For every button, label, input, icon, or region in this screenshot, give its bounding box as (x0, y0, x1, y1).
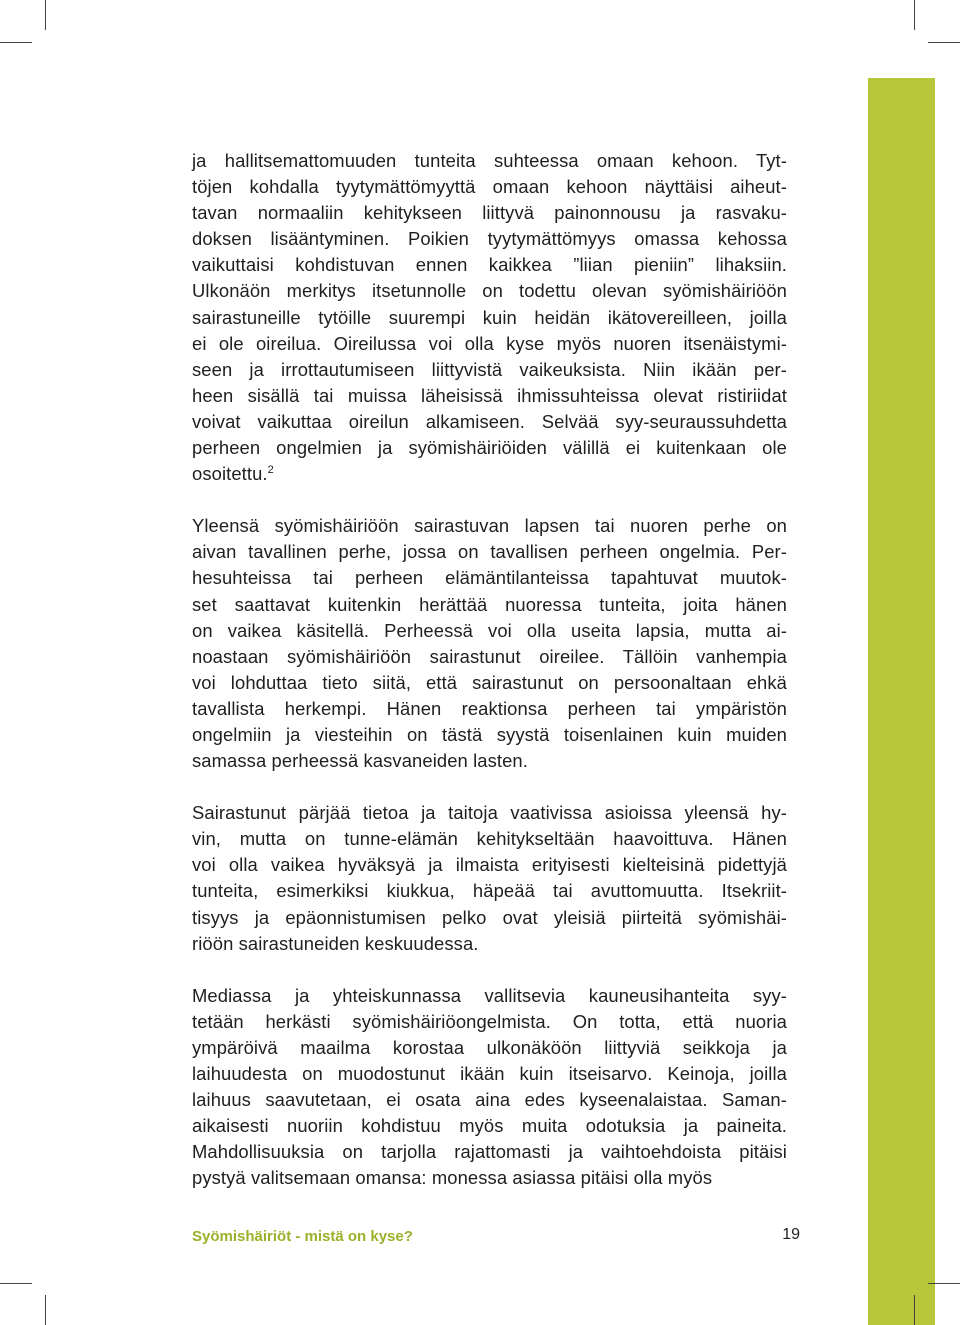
text-line: hesuhteissa tai perheen elämäntilanteissa tapahtuvat muutok- (192, 567, 787, 589)
text-line: tavan normaaliin kehitykseen liittyvä painonnousu ja rasvaku- (192, 202, 787, 224)
text-line: Mediassa ja yhteiskunnassa vallitsevia kauneusihanteita syy- (192, 984, 787, 1006)
text-line: on vaikea käsitellä. Perheessä voi olla useita lapsia, mutta ai- (192, 619, 787, 641)
crop-mark-top-right-h (928, 42, 960, 43)
text-line: aikaisesti nuoriin kohdistuu myös muita odotuksia ja paineita. (192, 1115, 787, 1137)
decorative-side-bar (868, 78, 935, 1325)
text-line: doksen lisääntyminen. Poikien tyytymättömyys omassa kehossa (192, 228, 787, 250)
footnote-reference: 2 (267, 464, 274, 477)
text-line: tisyys ja epäonnistumisen pelko ovat yleisiä piirteitä syömishäi- (192, 906, 787, 928)
text-line: aivan tavallinen perhe, jossa on tavallisen perheen ongelmia. Per- (192, 541, 787, 563)
text-line: vaikuttaisi kohdistuvan ennen kaikkea ”liian pieniin” lihaksiin. (192, 254, 787, 276)
text-line: tetään herkästi syömishäiriöongelmista. On totta, että nuoria (192, 1010, 787, 1032)
text-line: sairastuneille tytöille suurempi kuin heidän ikätovereilleen, joilla (192, 306, 787, 328)
paragraph-2 (192, 513, 787, 774)
page-number: 19 (782, 1226, 800, 1243)
text-line: ei ole oireilua. Oireilussa voi olla kyse myös nuoren itsenäistymi- (192, 332, 787, 354)
crop-mark-bottom-right-v (914, 1295, 915, 1325)
crop-mark-bottom-left-v (45, 1295, 46, 1325)
text-line: töjen kohdalla tyytymättömyyttä omaan kehoon näyttäisi aiheut- (192, 176, 787, 198)
crop-mark-bottom-left-h (0, 1283, 32, 1284)
crop-mark-bottom-right-h (928, 1283, 960, 1284)
text-line: vin, mutta on tunne-elämän kehitykseltään haavoittuva. Hänen (192, 828, 787, 850)
text-line: Yleensä syömishäiriöön sairastuvan lapsen tai nuoren perhe on (192, 515, 787, 537)
text-line: Mahdollisuuksia on tarjolla rajattomasti ja vaihtoehdoista pitäisi (192, 1141, 787, 1163)
body-text (192, 148, 787, 1217)
text-line: tavallista herkempi. Hänen reaktionsa perheen tai ympäristön (192, 697, 787, 719)
footer-book-title: Syömishäiriöt - mistä on kyse? (192, 1228, 413, 1245)
text-line: ja hallitsemattomuuden tunteita suhteessa omaan kehoon. Tyt- (192, 150, 787, 171)
text-line: laihuus saavutetaan, ei osata aina edes kyseenalaistaa. Saman- (192, 1089, 787, 1111)
text-line: noastaan syömishäiriöön sairastunut oireilee. Tällöin vanhempia (192, 645, 787, 667)
text-line: samassa perheessä kasvaneiden lasten. (192, 750, 528, 772)
crop-mark-top-left-h (0, 42, 32, 43)
text-line: voivat vaikuttaa oireilun alkamiseen. Selvää syy-seuraussuhdetta (192, 410, 787, 432)
paragraph-1 (192, 148, 787, 487)
text-line: perheen ongelmien ja syömishäiriöiden välillä ei kuitenkaan ole (192, 437, 787, 459)
crop-mark-top-left-v (45, 0, 46, 30)
paragraph-4 (192, 983, 787, 1192)
paragraph-3 (192, 800, 787, 957)
text-line: tunteita, esimerkiksi kiukkua, häpeää tai avuttomuutta. Itsekriit- (192, 880, 787, 902)
text-line: voi olla vaikea hyväksyä ja ilmaista erityisesti kielteisinä pidettyjä (192, 854, 787, 876)
crop-mark-top-right-v (914, 0, 915, 30)
text-line: seen ja irrottautumiseen liittyvistä vaikeuksista. Niin ikään per- (192, 358, 787, 380)
text-line: Ulkonäön merkitys itsetunnolle on todettu olevan syömishäiriöön (192, 280, 787, 302)
text-line: heen sisällä tai muissa läheisissä ihmissuhteissa olevat ristiriidat (192, 384, 787, 406)
text-line: voi lohduttaa tieto siitä, että sairastunut on persoonaltaan ehkä (192, 671, 787, 693)
text-line: osoitettu.$^2$ (192, 463, 274, 485)
text-line: pystyä valitsemaan omansa: monessa asiassa pitäisi olla myös (192, 1167, 713, 1189)
text-line: ympäröivä maailma korostaa ulkonäköön liittyviä seikkoja ja (192, 1036, 787, 1058)
text-line: ongelmiin ja viesteihin on tästä syystä toisenlainen kuin muiden (192, 723, 787, 745)
text-line: riöön sairastuneiden keskuudessa. (192, 932, 479, 954)
text-line: Sairastunut pärjää tietoa ja taitoja vaativissa asioissa yleensä hy- (192, 802, 787, 824)
text-line: set saattavat kuitenkin herättää nuoressa tunteita, joita hänen (192, 593, 787, 615)
text-line: laihuudesta on muodostunut ikään kuin itseisarvo. Keinoja, joilla (192, 1063, 787, 1084)
